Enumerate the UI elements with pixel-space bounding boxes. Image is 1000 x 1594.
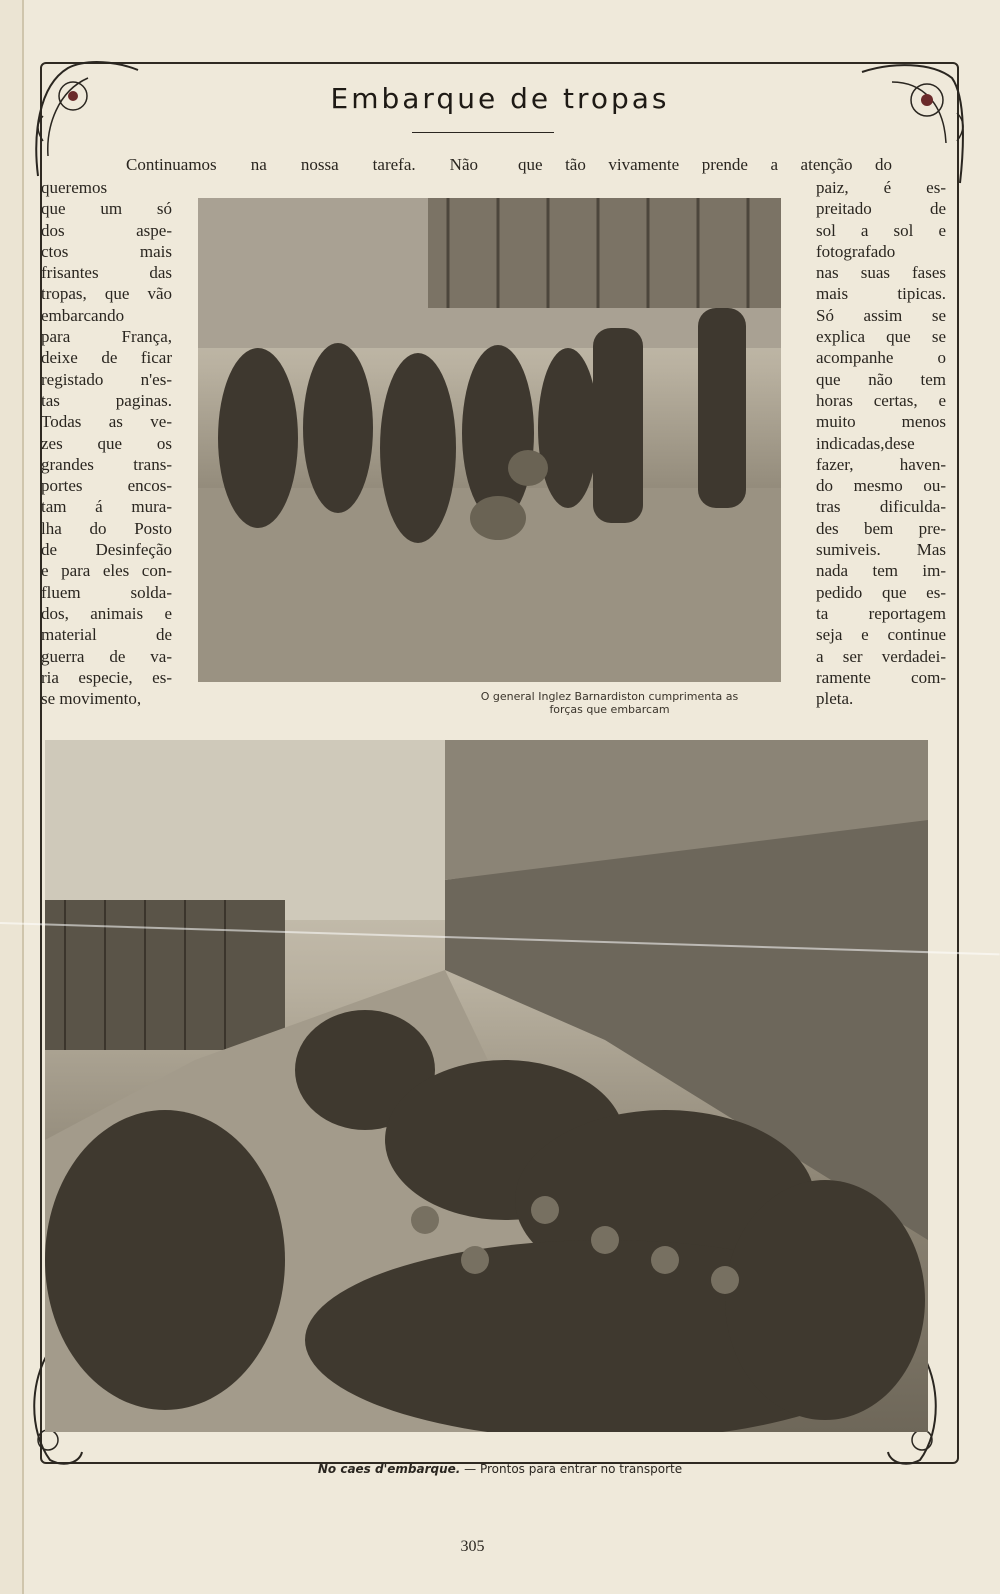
text-line: registado n'es- — [41, 369, 172, 389]
text-line: que um só — [41, 199, 172, 219]
text-line: frisantes das — [41, 263, 172, 283]
text-line: nas suas fases — [816, 263, 946, 283]
text-line: muito menos — [816, 412, 946, 432]
text-line: pleta. — [816, 689, 854, 709]
bottom-photo-caption — [0, 1462, 1000, 1476]
text-line: portes encos- — [41, 476, 172, 496]
text-line: deixe de ficar — [41, 348, 172, 368]
text-line: indicadas,dese — [816, 433, 915, 453]
text-line: ria especie, es- — [41, 667, 172, 687]
caption-line: O general Inglez Barnardiston cumprimenta as — [480, 690, 739, 703]
text-line: e para eles con- — [41, 561, 172, 581]
text-line: de Desinfeção — [41, 540, 172, 560]
text-line: horas certas, e — [816, 390, 946, 410]
page-number: 305 — [460, 1538, 485, 1555]
text-line: fazer, haven- — [816, 454, 946, 474]
text-line: fotografado — [816, 241, 896, 261]
text-line: nada tem im- — [816, 561, 946, 581]
text-line: material de — [41, 625, 172, 645]
text-line: preitado de — [816, 199, 946, 219]
text-line: que não tem — [816, 369, 946, 389]
text-line: tropas, que vão — [41, 284, 172, 304]
text-line: tam á mura- — [41, 497, 172, 517]
text-line: ta reportagem — [816, 603, 946, 623]
text-line: pedido que es- — [816, 582, 946, 602]
text-line: lha do Posto — [41, 518, 172, 538]
text-line: ctos mais — [41, 241, 172, 261]
text-line: do mesmo ou- — [816, 476, 946, 496]
text-line: des bem pre- — [816, 518, 946, 538]
text-line: grandes trans- — [41, 454, 172, 474]
text-line: Todas as ve- — [41, 412, 172, 432]
lead-line-left: Continuamos na nossa tarefa. Não — [126, 155, 478, 174]
text-line: explica que se — [816, 327, 946, 347]
text-line: zes que os — [41, 433, 172, 453]
text-line: se movimento, — [41, 689, 142, 709]
text-line: queremos — [41, 178, 108, 197]
text-line: mais tipicas. — [816, 284, 946, 304]
lead-line-right: que tão vivamente prende a atenção do — [518, 155, 892, 174]
text-line: a ser verdadei- — [816, 646, 946, 666]
text-line: tas paginas. — [41, 390, 172, 410]
text-line: fluem solda- — [41, 582, 172, 602]
text-line: sumiveis. Mas — [816, 540, 946, 560]
caption-text: — Prontos para entrar no transporte — [460, 1462, 683, 1476]
caption-title: No caes d'embarque. — [317, 1462, 461, 1476]
text-line: dos, animais e — [41, 603, 172, 623]
photo-troops-on-quay — [45, 740, 928, 1432]
caption-line: forças que embarcam — [549, 703, 670, 716]
text-line: tras dificulda- — [816, 497, 946, 517]
text-line: paiz, é es- — [816, 178, 946, 197]
text-column-left — [41, 177, 172, 709]
text-line: ramente com- — [816, 667, 946, 687]
text-line: embarcando — [41, 305, 125, 325]
top-photo-caption — [432, 690, 787, 716]
article-title: Embarque de tropas — [330, 82, 670, 115]
text-line: Só assim se — [816, 305, 946, 325]
photo-general-saluting-troops — [198, 198, 781, 682]
text-line: guerra de va- — [41, 646, 172, 666]
title-divider — [412, 132, 554, 133]
text-line: seja e continue — [816, 625, 946, 645]
text-column-right — [816, 177, 946, 709]
text-line: sol a sol e — [816, 220, 946, 240]
text-line: acompanhe o — [816, 348, 946, 368]
text-line: para França, — [41, 327, 172, 347]
text-line: dos aspe- — [41, 220, 172, 240]
